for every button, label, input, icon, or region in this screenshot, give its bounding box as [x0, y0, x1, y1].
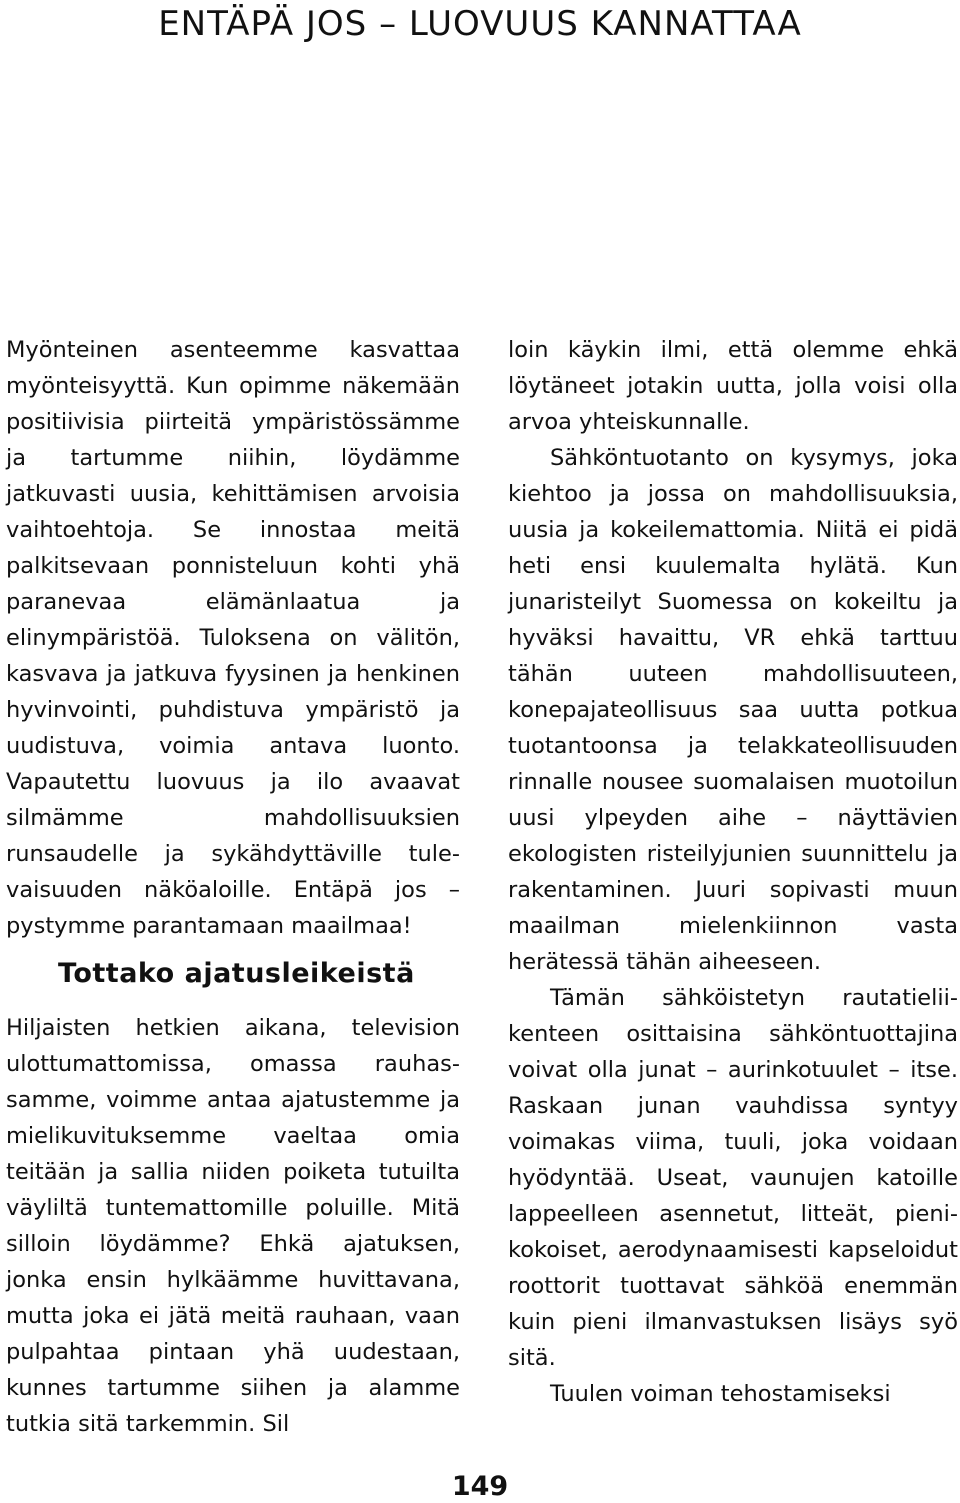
body-paragraph: loin käykin ilmi, että olemme ehkä löytäneet jotakin uutta, jolla voisi olla arvoa yhteiskunnalle.	[508, 337, 958, 435]
body-paragraph: Hiljaisten hetkien aikana, television ulottumattomissa, omassa rauhassamme, voimme antaa ajatustemme ja mielikuvituksemme vaeltaa omia teitään ja sallia niiden poiketa tutuilta väyliltä tuntemattomille poluille. Mitä silloin löydämme? Ehkä ajatuksen, jonka ensin hylkäämme huvittavana, mutta joka ei jätä meitä rauhaan, vaan pulpahtaa pintaan yhä uudestaan, kunnes tartumme siihen ja alamme tutkia sitä tarkemmin. Sil	[6, 1015, 460, 1437]
body-paragraph: Myönteinen asenteemme kasvattaa myönteisyyttä. Kun opimme näkemään positiivisia piirteitä ympäristössämme ja tartumme niihin, löydämme jatkuvasti uusia, kehittämisen arvoisia vaihtoehtoja. Se innostaa meitä palkitsevaan ponnisteluun kohti yhä paranevaa elämänlaatua ja elinympäristöä. Tuloksena on välitön, kasvava ja jatkuva fyysinen ja henkinen hyvinvointi, puhdistuva ympäristö ja uudistuva, voimia antava luonto. Vapautettu luovuus ja ilo avaavat silmämme mahdollisuuksien runsaudelle ja sykähdyttäville tulevaisuuden näköaloille. Entäpä jos – pystymme parantamaan maailmaa!	[6, 337, 460, 939]
body-paragraph: Sähköntuotanto on kysymys, joka kiehtoo ja jossa on mahdollisuuksia, uusia ja kokeilemattomia. Niitä ei pidä heti ensi kuulemalta hylätä. Kun junaristeilyt Suomessa on kokeiltu ja hyväksi havaittu, VR ehkä tarttuu tähän uuteen mahdollisuuteen, konepajateollisuus saa uutta potkua tuotantoonsa ja telakkateollisuuden rinnalle nousee suomalaisen muotoilun uusi ylpeyden aihe – näyttävien ekologisten risteilyjunien suunnittelu ja rakentaminen. Juuri sopivasti muun maailman mielenkiinnon vasta herätessä tähän aiheeseen.	[508, 445, 958, 975]
section-heading: Tottako ajatusleikeistä	[58, 958, 415, 989]
body-paragraph: Tämän sähköistetyn rautatieliikenteen osittaisina sähköntuottajina voivat olla junat – aurinkotuulet – itse. Raskaan junan vauhdissa syntyy voimakas viima, tuuli, joka voidaan hyödyntää. Useat, vaunujen katoille lappeelleen asennetut, litteät, pienikokoiset, aerodynaamisesti kapseloidut roottorit tuottavat sähköä enemmän kuin pieni ilmanvastuksen lisäys syö sitä.	[508, 985, 958, 1371]
page-number: 149	[451, 1471, 509, 1502]
body-paragraph: Tuulen voiman tehostamiseksi	[550, 1381, 891, 1407]
page-header-title: ENTÄPÄ JOS – LUOVUUS KANNATTAA	[158, 4, 802, 44]
right-text-column	[508, 332, 958, 1412]
left-text-column	[6, 332, 460, 1442]
